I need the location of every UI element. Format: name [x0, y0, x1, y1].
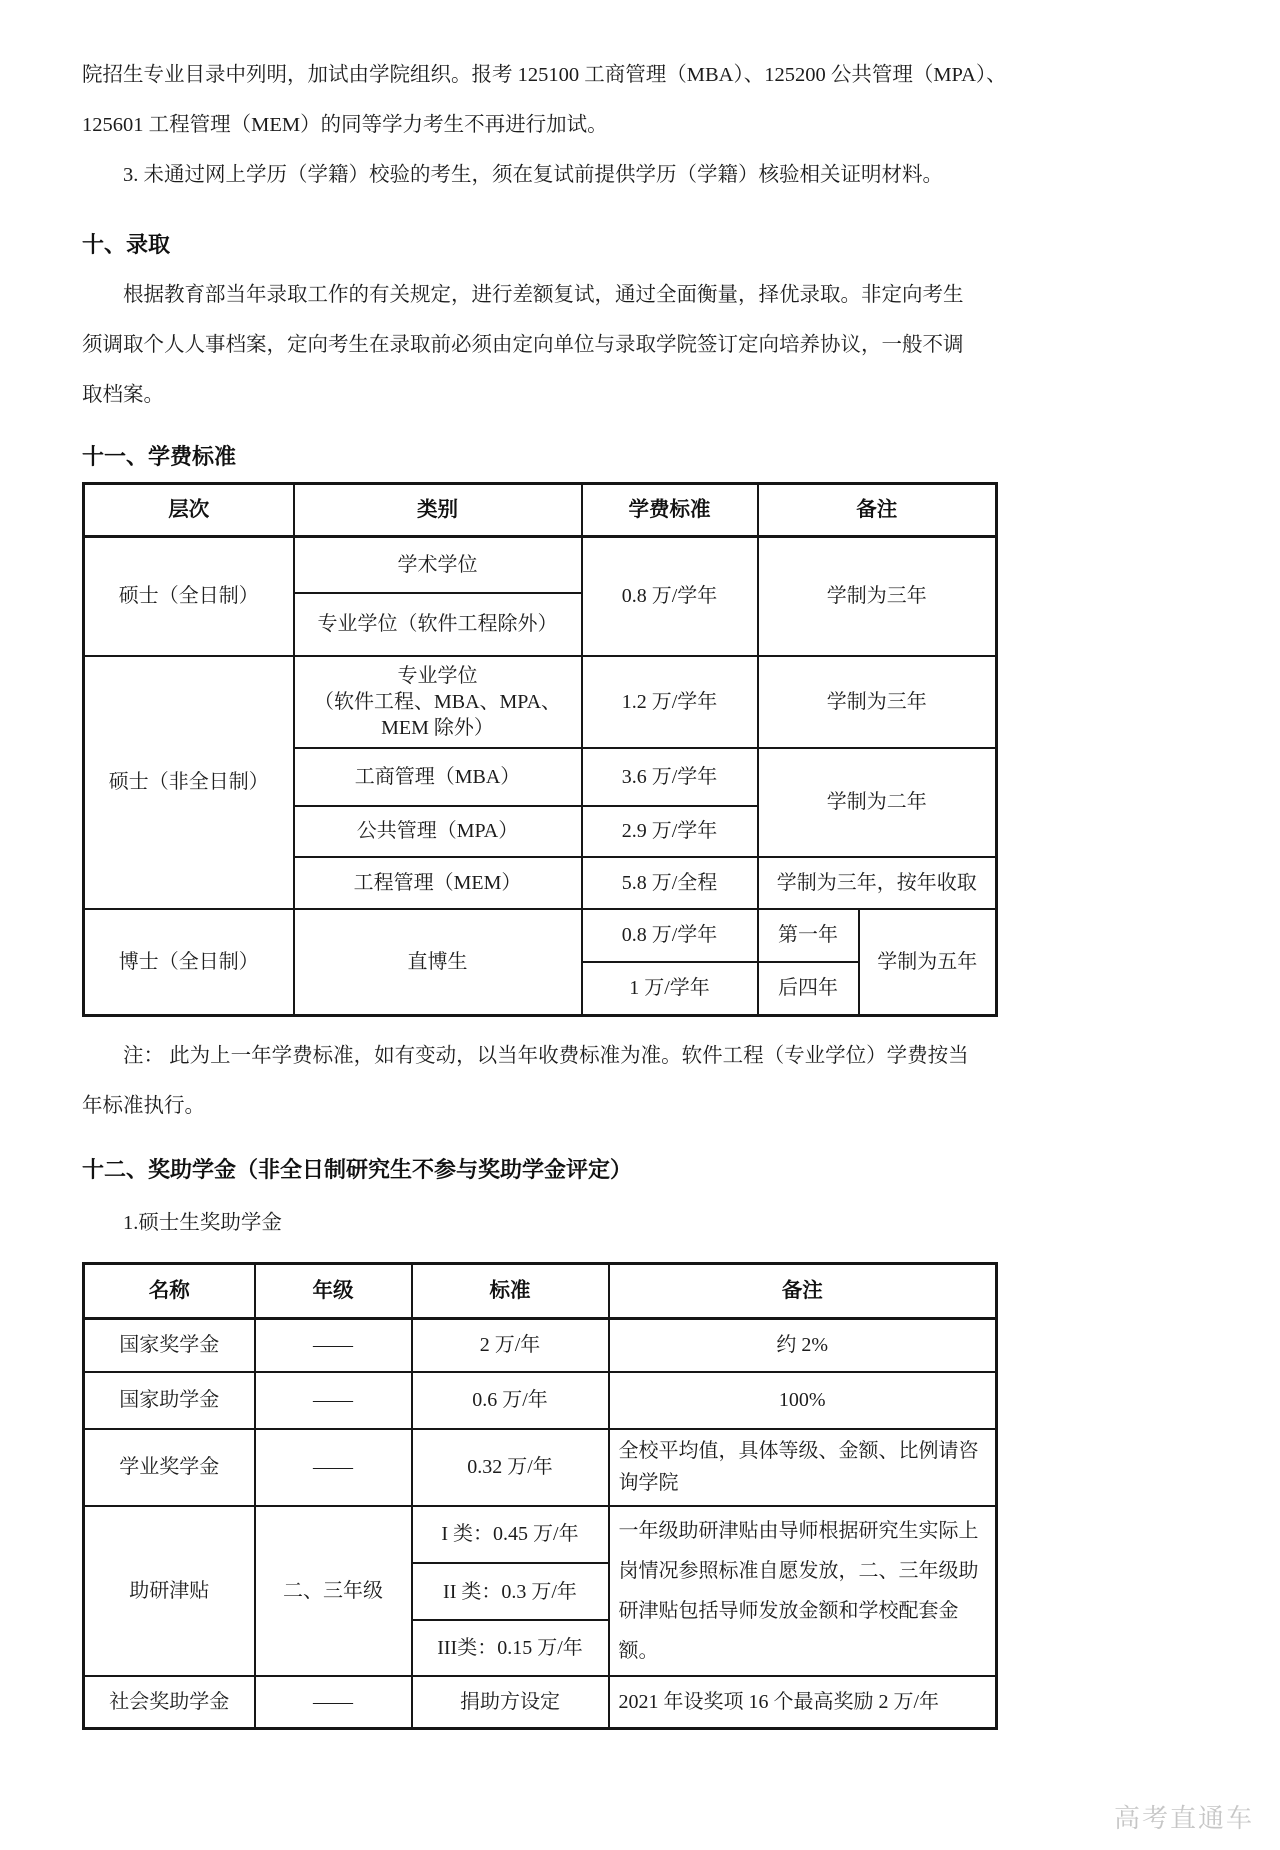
table-cell: 0.8 万/学年 [582, 909, 758, 962]
table-cell: —— [255, 1319, 412, 1372]
table-cell: 1 万/学年 [582, 962, 758, 1016]
table-row [84, 537, 997, 593]
table-cell: 全校平均值，具体等级、金额、比例请咨询学院 [609, 1429, 997, 1506]
table-cell: 3.6 万/学年 [582, 748, 758, 806]
paragraph-line: 取档案。 [82, 384, 164, 406]
table-cell: 博士（全日制） [84, 909, 294, 1016]
table-cell [294, 656, 582, 748]
column-header: 备注 [609, 1264, 997, 1319]
table-cell: 学制为五年 [859, 909, 997, 1016]
table-cell: I 类：0.45 万/年 [412, 1506, 609, 1563]
paragraph-line: 1.硕士生奖助学金 [123, 1212, 282, 1234]
section-12-heading: 十二、奖助学金（非全日制研究生不参与奖助学金评定） [82, 1157, 633, 1182]
table-cell: 学制为三年，按年收取 [758, 857, 997, 909]
table-row [84, 1676, 997, 1729]
table-cell: 二、三年级 [255, 1506, 412, 1676]
table-cell: 社会奖助学金 [84, 1676, 255, 1729]
column-header: 标准 [412, 1264, 609, 1319]
cell-line: （软件工程、MBA、MPA、 [313, 690, 562, 713]
table-cell: —— [255, 1429, 412, 1506]
column-header: 备注 [758, 484, 997, 537]
table-cell: 硕士（全日制） [84, 537, 294, 656]
table-cell: 0.6 万/年 [412, 1372, 609, 1429]
table-cell: 学业奖学金 [84, 1429, 255, 1506]
section-11-heading: 十一、学费标准 [82, 444, 237, 469]
paragraph-line: 院招生专业目录中列明，加试由学院组织。报考 125100 工商管理（MBA）、125200 公共管理（MPA）、 [82, 64, 1007, 86]
column-header: 年级 [255, 1264, 412, 1319]
table-cell: 2.9 万/学年 [582, 806, 758, 857]
table-row [84, 1429, 997, 1506]
table-cell: 工商管理（MBA） [294, 748, 582, 806]
cell-line: 专业学位 [397, 664, 478, 687]
table-cell: 学制为二年 [758, 748, 997, 857]
paragraph-line: 根据教育部当年录取工作的有关规定，进行差额复试，通过全面衡量，择优录取。非定向考生 [123, 284, 964, 306]
table-cell: 后四年 [758, 962, 859, 1016]
table-cell: 学术学位 [294, 537, 582, 593]
table-cell: 国家奖学金 [84, 1319, 255, 1372]
table-cell: 学制为三年 [758, 537, 997, 656]
column-header: 类别 [294, 484, 582, 537]
table-row [84, 1372, 997, 1429]
paragraph-line: 注： 此为上一年学费标准，如有变动，以当年收费标准为准。软件工程（专业学位）学费按当 [123, 1045, 969, 1067]
table-cell: 学制为三年 [758, 656, 997, 748]
table-header-row [84, 1264, 997, 1319]
table-row [84, 656, 997, 748]
table-cell: 公共管理（MPA） [294, 806, 582, 857]
table-cell: 2021 年设奖项 16 个最高奖励 2 万/年 [609, 1676, 997, 1729]
scholarship-table [82, 1262, 998, 1730]
table-cell: 2 万/年 [412, 1319, 609, 1372]
page-content [82, 0, 1007, 1730]
table-cell: II 类：0.3 万/年 [412, 1563, 609, 1620]
table-row [84, 1319, 997, 1372]
table-cell: 约 2% [609, 1319, 997, 1372]
table-cell: III类：0.15 万/年 [412, 1620, 609, 1675]
cell-line: MEM 除外） [381, 716, 494, 739]
table-cell: 100% [609, 1372, 997, 1429]
table-row [84, 1506, 997, 1563]
table-cell: 专业学位（软件工程除外） [294, 593, 582, 656]
table-cell: 捐助方设定 [412, 1676, 609, 1729]
table-cell: 助研津贴 [84, 1506, 255, 1676]
table-cell: 一年级助研津贴由导师根据研究生实际上岗情况参照标准自愿发放，二、三年级助研津贴包括导师发放金额和学校配套金额。 [609, 1506, 997, 1676]
paragraph-line: 须调取个人人事档案，定向考生在录取前必须由定向单位与录取学院签订定向培养协议，一般不调 [82, 334, 964, 356]
tuition-table [82, 482, 998, 1017]
table-cell: 0.32 万/年 [412, 1429, 609, 1506]
table-cell: 工程管理（MEM） [294, 857, 582, 909]
paragraph-line: 125601 工程管理（MEM）的同等学力考生不再进行加试。 [82, 114, 608, 136]
table-cell: 第一年 [758, 909, 859, 962]
table-cell: —— [255, 1372, 412, 1429]
paragraph-line: 年标准执行。 [82, 1095, 205, 1117]
table-cell: 0.8 万/学年 [582, 537, 758, 656]
table-cell: 硕士（非全日制） [84, 656, 294, 909]
table-cell: 直博生 [294, 909, 582, 1016]
table-row [84, 909, 997, 962]
column-header: 学费标准 [582, 484, 758, 537]
section-10-heading: 十、录取 [82, 232, 171, 257]
column-header: 名称 [84, 1264, 255, 1319]
watermark: 高考直通车 [1113, 1803, 1254, 1833]
table-cell: —— [255, 1676, 412, 1729]
paragraph-line: 3. 未通过网上学历（学籍）校验的考生，须在复试前提供学历（学籍）核验相关证明材料。 [123, 164, 943, 186]
column-header: 层次 [84, 484, 294, 537]
table-cell: 1.2 万/学年 [582, 656, 758, 748]
table-header-row [84, 484, 997, 537]
table-cell: 国家助学金 [84, 1372, 255, 1429]
table-cell: 5.8 万/全程 [582, 857, 758, 909]
